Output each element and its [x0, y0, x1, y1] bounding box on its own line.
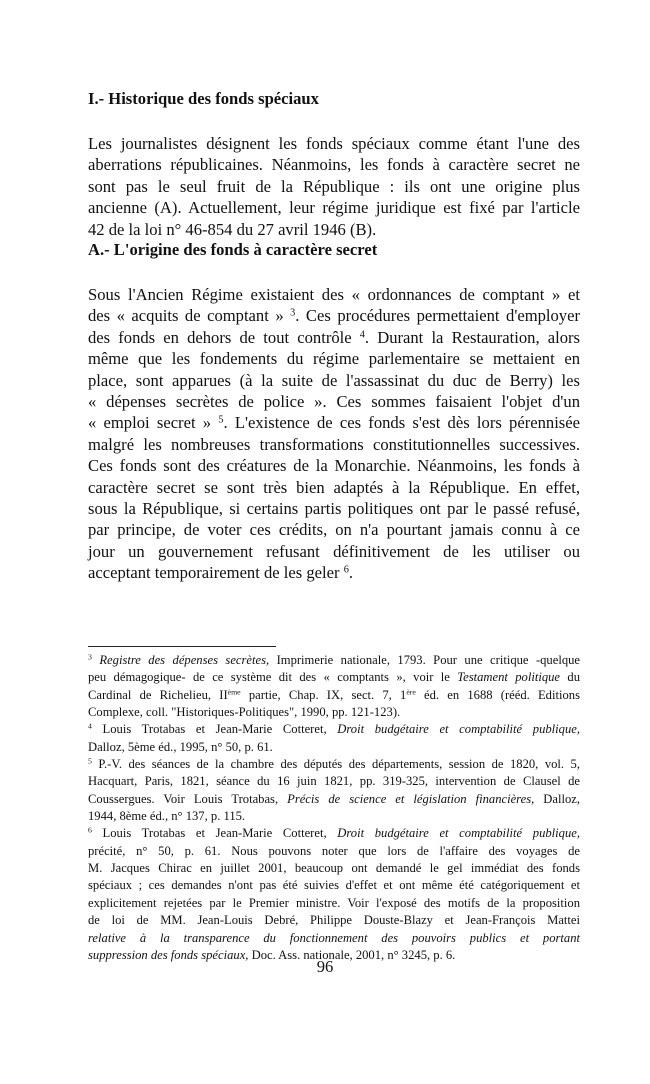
text-run: caractère secret se sont très bien adaptés à la République. En effet, — [88, 477, 580, 497]
footnote-line — [88, 687, 580, 704]
text-run: Les journalistes désignent les fonds spéciaux comme étant l'une des — [88, 134, 580, 153]
footnote-line — [88, 843, 580, 860]
italic-title: Testament politique — [457, 670, 561, 685]
text-run: ancienne (A). Actuellement, leur régime juridique est fixé par l'article — [88, 198, 580, 218]
text-run: 42 de la loi n° 46-854 du 27 avril 1946 (B). — [88, 219, 377, 239]
text-line — [88, 327, 580, 348]
text-run: M. Jacques Chirac en juillet 2001, beaucoup ont demandé le gel immédiat des fonds — [88, 861, 580, 876]
text-run: Ces fonds sont des créatures de la Monarchie. Néanmoins, les fonds à — [88, 456, 580, 476]
text-line — [88, 391, 580, 412]
text-run: explicitement rejetées par le Premier ministre. Voir l'exposé des motifs de la proposition — [88, 895, 580, 910]
text-line — [88, 348, 580, 369]
footnote-line — [88, 825, 580, 842]
section-heading: I.- Historique des fonds spéciaux — [88, 89, 319, 108]
text-run: Hacquart, Paris, 1821, séance du 16 juin 1821, pp. 319-325, intervention de Clausel de — [88, 774, 580, 789]
italic-title: Précis de science et législation financières, — [287, 791, 535, 806]
text-run: aberrations républicaines. Néanmoins, les fonds à caractère secret ne — [88, 155, 580, 175]
text-run: . L'existence de ces fonds s'est dès lors pérennisée — [223, 413, 580, 433]
footnote-ref: 3 — [290, 307, 296, 319]
text-line — [88, 197, 580, 218]
footnote-ref: 3 — [88, 652, 92, 662]
text-run: jour un gouvernement refusant définitivement de les utiliser ou — [88, 541, 580, 561]
text-line — [88, 412, 580, 433]
footnote-ref: 6 — [343, 564, 349, 576]
text-line — [88, 519, 580, 540]
text-run: Imprimerie nationale, 1793. Pour une critique -quelque — [269, 653, 581, 667]
text-run: Louis Trotabas et Jean-Marie Cotteret, — [91, 826, 338, 841]
footnote-line — [88, 721, 580, 738]
page-number: 96 — [316, 957, 334, 976]
text-line — [88, 284, 580, 305]
footnote-ref: ère — [406, 687, 416, 697]
footnotes — [88, 652, 580, 964]
text-line — [88, 305, 580, 326]
paragraph-intro — [88, 133, 580, 240]
text-run: même que les fondements du régime parlementaire se mettaient en — [88, 349, 580, 369]
text-run: Dalloz, 5ème éd., 1995, n° 50, p. 61. — [88, 739, 273, 754]
text-line — [88, 219, 580, 240]
footnote-line — [88, 877, 580, 894]
italic-title: relative à la transparence du fonctionnement des pouvoirs publics et portant — [88, 930, 580, 945]
text-run: par principe, de voter ces crédits, on n'a pourtant jamais connu à ce — [88, 520, 580, 540]
text-run: du — [560, 670, 580, 685]
text-run: des fonds en dehors de tout contrôle — [88, 327, 360, 347]
text-run: Cardinal de Richelieu, II — [88, 687, 228, 702]
footnote-line — [88, 704, 580, 721]
footnote-ref: 5 — [218, 414, 224, 426]
subsection-heading: A.- L'origine des fonds à caractère secret — [88, 240, 378, 259]
text-run: « emploi secret » — [88, 413, 219, 433]
text-run: Dalloz, — [534, 791, 580, 806]
text-line — [88, 541, 580, 562]
text-run: « dépenses secrètes de police ». Ces sommes faisaient l'objet d'un — [88, 391, 580, 411]
text-line — [88, 477, 580, 498]
footnote-line — [88, 773, 580, 790]
footnote-line — [88, 652, 580, 669]
footnote-line — [88, 791, 580, 808]
italic-title: Droit budgétaire et comptabilité publique, — [337, 722, 580, 737]
text-run: P.-V. des séances de la chambre des députés des départements, session de 1820, vol. 5, — [91, 757, 580, 772]
text-run: éd. en 1688 (rééd. Editions — [415, 687, 580, 702]
text-run: des « acquits de comptant » — [88, 306, 291, 326]
text-line — [88, 434, 580, 455]
text-line — [88, 498, 580, 519]
footnote-line — [88, 669, 580, 686]
footnote-ref: ème — [227, 687, 241, 697]
text-run: partie, Chap. IX, sect. 7, 1 — [240, 687, 407, 702]
footnote-divider — [88, 646, 276, 647]
footnote-ref: 4 — [359, 329, 365, 341]
text-run: précité, n° 50, p. 61. Nous pouvons noter que lors de l'affaire des voyages de — [88, 843, 580, 858]
text-run: Coussergues. Voir Louis Trotabas, — [88, 791, 288, 806]
text-line — [88, 562, 580, 583]
footnote-line — [88, 930, 580, 947]
text-line — [88, 370, 580, 391]
text-line — [88, 455, 580, 476]
footnote-ref: 4 — [88, 722, 92, 732]
text-run: . — [348, 563, 353, 583]
footnote-line — [88, 756, 580, 773]
text-run: Doc. Ass. nationale, 2001, n° 3245, p. 6. — [248, 947, 456, 962]
text-line — [88, 133, 580, 154]
footnote-line — [88, 860, 580, 877]
text-run: . Ces procédures permettaient d'employer — [295, 306, 580, 326]
text-run: spéciaux ; ces demandes n'ont pas été suivies d'effet et ont même été catégoriquement et — [88, 878, 580, 893]
text-line — [88, 176, 580, 197]
text-run: sont pas le seul fruit de la République : ils ont une origine plus — [88, 176, 580, 196]
footnote-ref: 6 — [88, 826, 92, 836]
footnote-ref: 5 — [88, 756, 92, 766]
text-run: 1944, 8ème éd., n° 137, p. 115. — [88, 809, 246, 824]
footnote-line — [88, 808, 580, 825]
footnote-line — [88, 912, 580, 929]
text-run: peu démagogique- de ce système dit des « comptants », voir le — [88, 670, 458, 685]
italic-title: Registre des dépenses secrètes, — [99, 653, 270, 667]
text-line — [88, 154, 580, 175]
text-run: malgré les nombreuses transformations constitutionnelles successives. — [88, 434, 580, 454]
footnote-line — [88, 895, 580, 912]
italic-title: Droit budgétaire et comptabilité publique, — [337, 826, 580, 841]
italic-title: suppression des fonds spéciaux, — [88, 947, 249, 962]
text-run: Louis Trotabas et Jean-Marie Cotteret, — [91, 722, 338, 737]
text-run: . Durant la Restauration, alors — [364, 327, 580, 347]
text-run: Sous l'Ancien Régime existaient des « ordonnances de comptant » et — [88, 285, 580, 304]
text-run: place, sont apparues (à la suite de l'assassinat du duc de Berry) les — [88, 370, 580, 390]
text-run: de loi de MM. Jean-Louis Debré, Philippe Douste-Blazy et Jean-François Mattei — [88, 913, 580, 928]
footnote-line — [88, 739, 580, 756]
text-run: acceptant temporairement de les geler — [88, 563, 344, 583]
text-run: sous la République, si certains partis politiques ont par le passé refusé, — [88, 498, 580, 518]
text-run: Complexe, coll. "Historiques-Politiques", 1990, pp. 121-123). — [88, 705, 401, 720]
paragraph-origin — [88, 284, 580, 583]
